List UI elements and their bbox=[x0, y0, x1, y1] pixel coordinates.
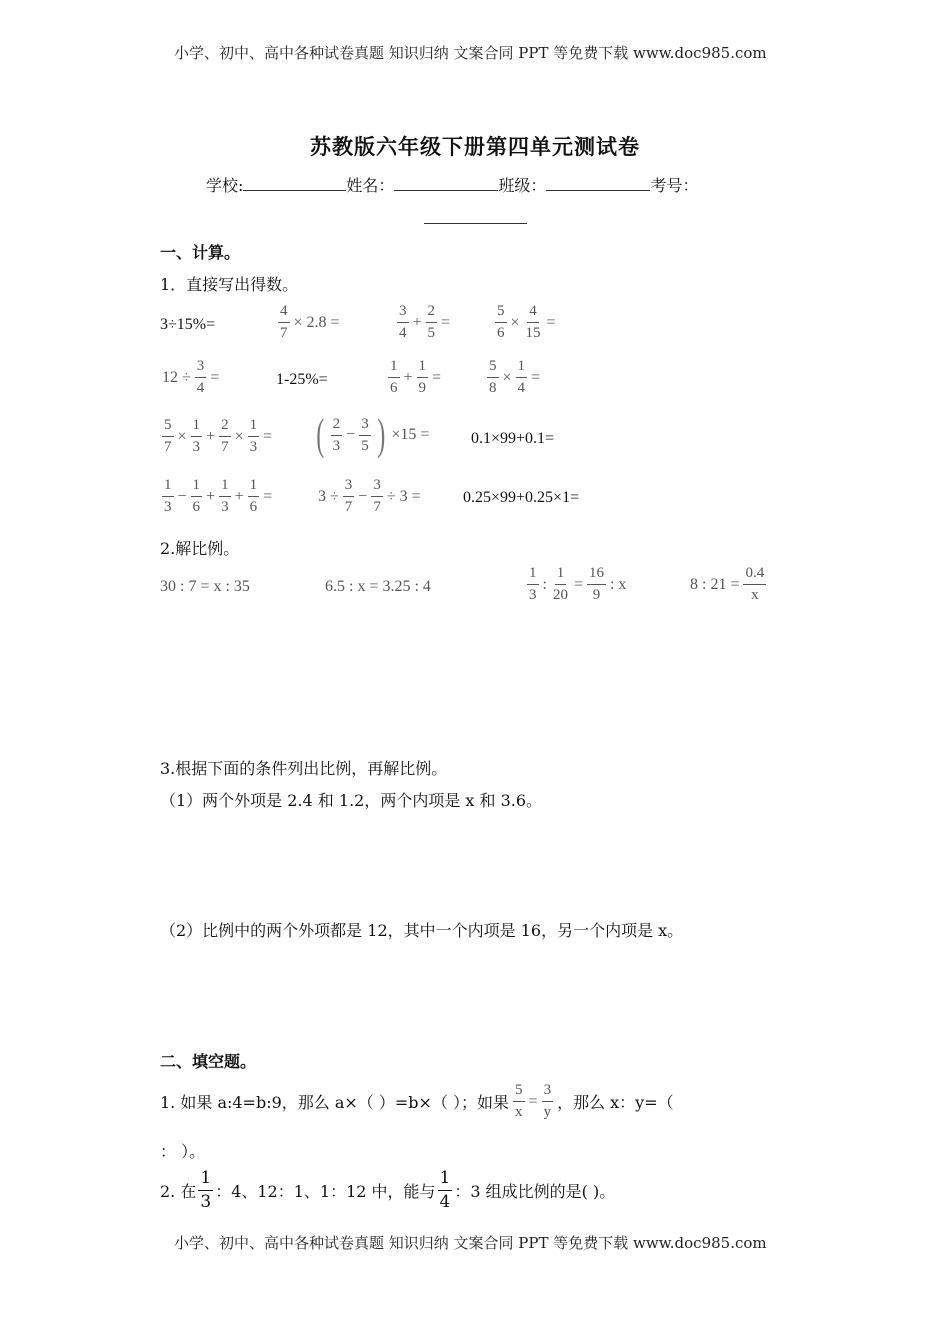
calc-r2-b: 1-25%= bbox=[276, 371, 328, 388]
name-blank[interactable] bbox=[394, 174, 498, 191]
footer-banner: 小学、初中、高中各种试卷真题 知识归纳 文案合同 PPT 等免费下载 www.doc985.com bbox=[174, 1234, 767, 1252]
calc-r1-a: 3÷15%= bbox=[160, 316, 216, 333]
calc-r2-a: 12 ÷ $\frac{3}{4}$ = bbox=[162, 358, 220, 396]
proportion-b: 6.5 : x = 3.25 : 4 bbox=[325, 578, 431, 595]
calc-r4-a: $\frac{1}{3}$ − $\frac{1}{6}$ + $\frac{1}{3}$ + $\frac{1}{6}$ = bbox=[164, 477, 273, 515]
proportion-c: $\frac{1}{3}$ : $\frac{1}{20}$ = $\frac{16}{9}$ : x bbox=[529, 565, 627, 603]
fill-q1-text-b: ，那么 x：y=（ bbox=[557, 1093, 674, 1112]
fill-q2-fraction-a: $\frac{1}{3}$ bbox=[200, 1168, 212, 1212]
fill-q1 bbox=[160, 1083, 674, 1120]
header-banner: 小学、初中、高中各种试卷真题 知识归纳 文案合同 PPT 等免费下载 www.doc985.com bbox=[174, 44, 767, 62]
section1-heading: 一、计算。 bbox=[160, 243, 241, 262]
calc-r1-d: $\frac{5}{6}$ × $\frac{4}{15}$ = bbox=[497, 303, 556, 341]
student-info-line bbox=[206, 173, 698, 196]
calc-r4-c: 0.25×99+0.25×1= bbox=[463, 489, 580, 506]
class-label: 班级： bbox=[498, 176, 547, 195]
fill-q1-text-a: 1. 如果 a:4=b:9，那么 a×（ ）=b×（ ）；如果 bbox=[160, 1093, 510, 1112]
proportion-d: 8 : 21 = $\frac{0.4}{x}$ bbox=[690, 565, 765, 603]
fill-q2-fraction-b: $\frac{1}{4}$ bbox=[439, 1168, 451, 1212]
fill-q2 bbox=[160, 1170, 615, 1211]
page-title: 苏教版六年级下册第四单元测试卷 bbox=[310, 134, 640, 159]
fill-q2-head: 2. 在 bbox=[160, 1182, 197, 1201]
class-blank[interactable] bbox=[546, 174, 650, 191]
fill-q1-line2: ： ）。 bbox=[160, 1142, 206, 1161]
calc-r1-c: $\frac{3}{4}$ + $\frac{2}{5}$ = bbox=[399, 303, 451, 341]
calc-r3-a: $\frac{5}{7}$ × $\frac{1}{3}$ + $\frac{2}{7}$ × $\frac{1}{3}$ = bbox=[164, 417, 273, 455]
calc-r2-c: $\frac{1}{6}$ + $\frac{1}{9}$ = bbox=[390, 358, 442, 396]
q3-label: 3.根据下面的条件列出比例，再解比例。 bbox=[160, 759, 448, 778]
left-paren-icon: ( bbox=[316, 410, 325, 459]
q1-label: 1．直接写出得数。 bbox=[160, 275, 299, 294]
fill-q1-fraction: $\frac{5}{x}$ = $\frac{3}{y}$ bbox=[515, 1082, 552, 1120]
section2-heading: 二、填空题。 bbox=[160, 1052, 257, 1071]
calc-r1-b: $\frac{4}{7}$ × 2.8 = bbox=[280, 303, 340, 341]
fill-q2-tail: ：3 组成比例的是( )。 bbox=[454, 1182, 616, 1201]
exam-no-label: 考号： bbox=[650, 176, 699, 195]
name-label: 姓名： bbox=[346, 176, 395, 195]
exam-no-blank[interactable] bbox=[424, 223, 527, 224]
school-label: 学校: bbox=[206, 176, 244, 195]
calc-r3-c: 0.1×99+0.1= bbox=[471, 430, 555, 447]
calc-r3-b: ( $\frac{2}{3}$ − $\frac{3}{5}$ ) ×15 = bbox=[316, 410, 430, 459]
right-paren-icon: ) bbox=[376, 410, 386, 459]
calc-r4-b: 3 ÷ $\frac{3}{7}$ − $\frac{3}{7}$ ÷ 3 = bbox=[318, 477, 421, 515]
q3-part2: （2）比例中的两个外项都是 12，其中一个内项是 16，另一个内项是 x。 bbox=[160, 921, 684, 940]
calc-r2-d: $\frac{5}{8}$ × $\frac{1}{4}$ = bbox=[489, 358, 541, 396]
q3-part1: （1）两个外项是 2.4 和 1.2，两个内项是 x 和 3.6。 bbox=[160, 791, 543, 810]
school-blank[interactable] bbox=[243, 174, 346, 191]
fill-q2-mid: ：4、12：1、1：12 中，能与 bbox=[215, 1182, 436, 1201]
q2-label: 2.解比例。 bbox=[160, 539, 240, 558]
proportion-a: 30 : 7 = x : 35 bbox=[160, 578, 250, 595]
